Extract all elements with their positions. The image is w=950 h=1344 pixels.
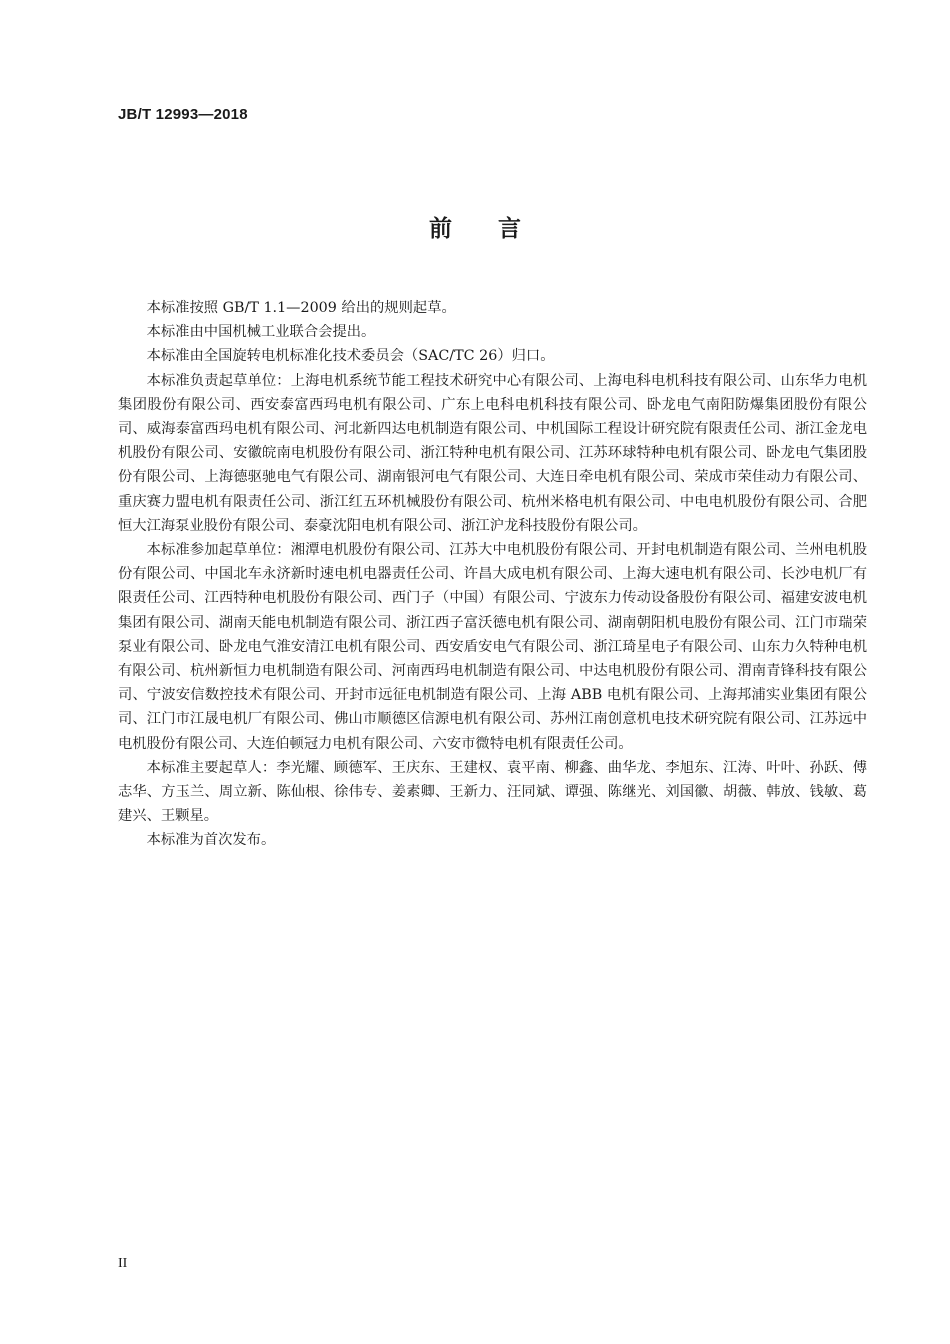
paragraph-centralized: 本标准由全国旋转电机标准化技术委员会（SAC/TC 26）归口。 [146,348,555,365]
paragraph-first-release: 本标准为首次发布。 [146,832,276,849]
foreword-body [118,296,867,853]
paragraph-main-drafters: 本标准主要起草人：李光耀、顾德军、王庆东、王建权、袁平南、柳鑫、曲华龙、李旭东、江涛、叶叶、孙跃、傅志华、方玉兰、周立新、陈仙根、徐伟专、姜素卿、王新力、汪同斌、谭强、陈继光、刘国徽、胡薇、韩放、钱敏、葛建兴、王颗星。 [118,759,867,825]
paragraph-proposer: 本标准由中国机械工业联合会提出。 [146,324,376,341]
page-title [0,210,950,243]
standard-number: JB/T 12993—2018 [118,106,248,123]
page-number: II [118,1256,128,1271]
paragraph-participating-units: 本标准参加起草单位：湘潭电机股份有限公司、江苏大中电机股份有限公司、开封电机制造有限公司、兰州电机股份有限公司、中国北车永济新时速电机电器责任公司、许昌大成电机有限公司、上海大速电机有限公司、长沙电机厂有限责任公司、江西特种电机股份有限公司、西门子（中国）有限公司、宁波东力传动设备股份有限公司、福建安波电机集团有限公司、湖南天能电机制造有限公司、浙江西子富沃德电机有限公司、湖南朝阳机电股份有限公司、江门市瑞荣泵业有限公司、卧龙电气淮安清江电机有限公司、西安盾安电气有限公司、浙江琦星电子有限公司、山东力久特种电机有限公司、杭州新恒力电机制造有限公司、河南西玛电机制造有限公司、中达电机股份有限公司、渭南青锋科技有限公司、宁波安信数控技术有限公司、开封市远征电机制造有限公司、上海 ABB 电机有限公司、上海邦浦实业集团有限公司、江门市江晟电机厂有限公司、佛山市顺德区信源电机有限公司、苏州江南创意机电技术研究院有限公司、江苏远中电机股份有限公司、大连伯顿冠力电机有限公司、六安市微特电机有限责任公司。 [118,542,867,752]
paragraph-drafting-rules: 本标准按照 GB/T 1.1—2009 给出的规则起草。 [146,300,456,316]
title-char-1: 前 [429,216,452,242]
title-char-2: 言 [498,216,521,242]
paragraph-responsible-units: 本标准负责起草单位：上海电机系统节能工程技术研究中心有限公司、上海电科电机科技有限公司、山东华力电机集团股份有限公司、西安泰富西玛电机有限公司、广东上电科电机科技有限公司、卧龙电气南阳防爆集团股份有限公司、威海泰富西玛电机有限公司、河北新四达电机制造有限公司、中机国际工程设计研究院有限责任公司、浙江金龙电机股份有限公司、安徽皖南电机股份有限公司、浙江特种电机有限公司、江苏环球特种电机有限公司、卧龙电气集团股份有限公司、上海德驱驰电气有限公司、湖南银河电气有限公司、大连日牵电机有限公司、荣成市荣佳动力有限公司、重庆赛力盟电机有限责任公司、浙江红五环机械股份有限公司、杭州米格电机有限公司、中电电机股份有限公司、合肥恒大江海泵业股份有限公司、泰豪沈阳电机有限公司、浙江沪龙科技股份有限公司。 [118,372,867,534]
